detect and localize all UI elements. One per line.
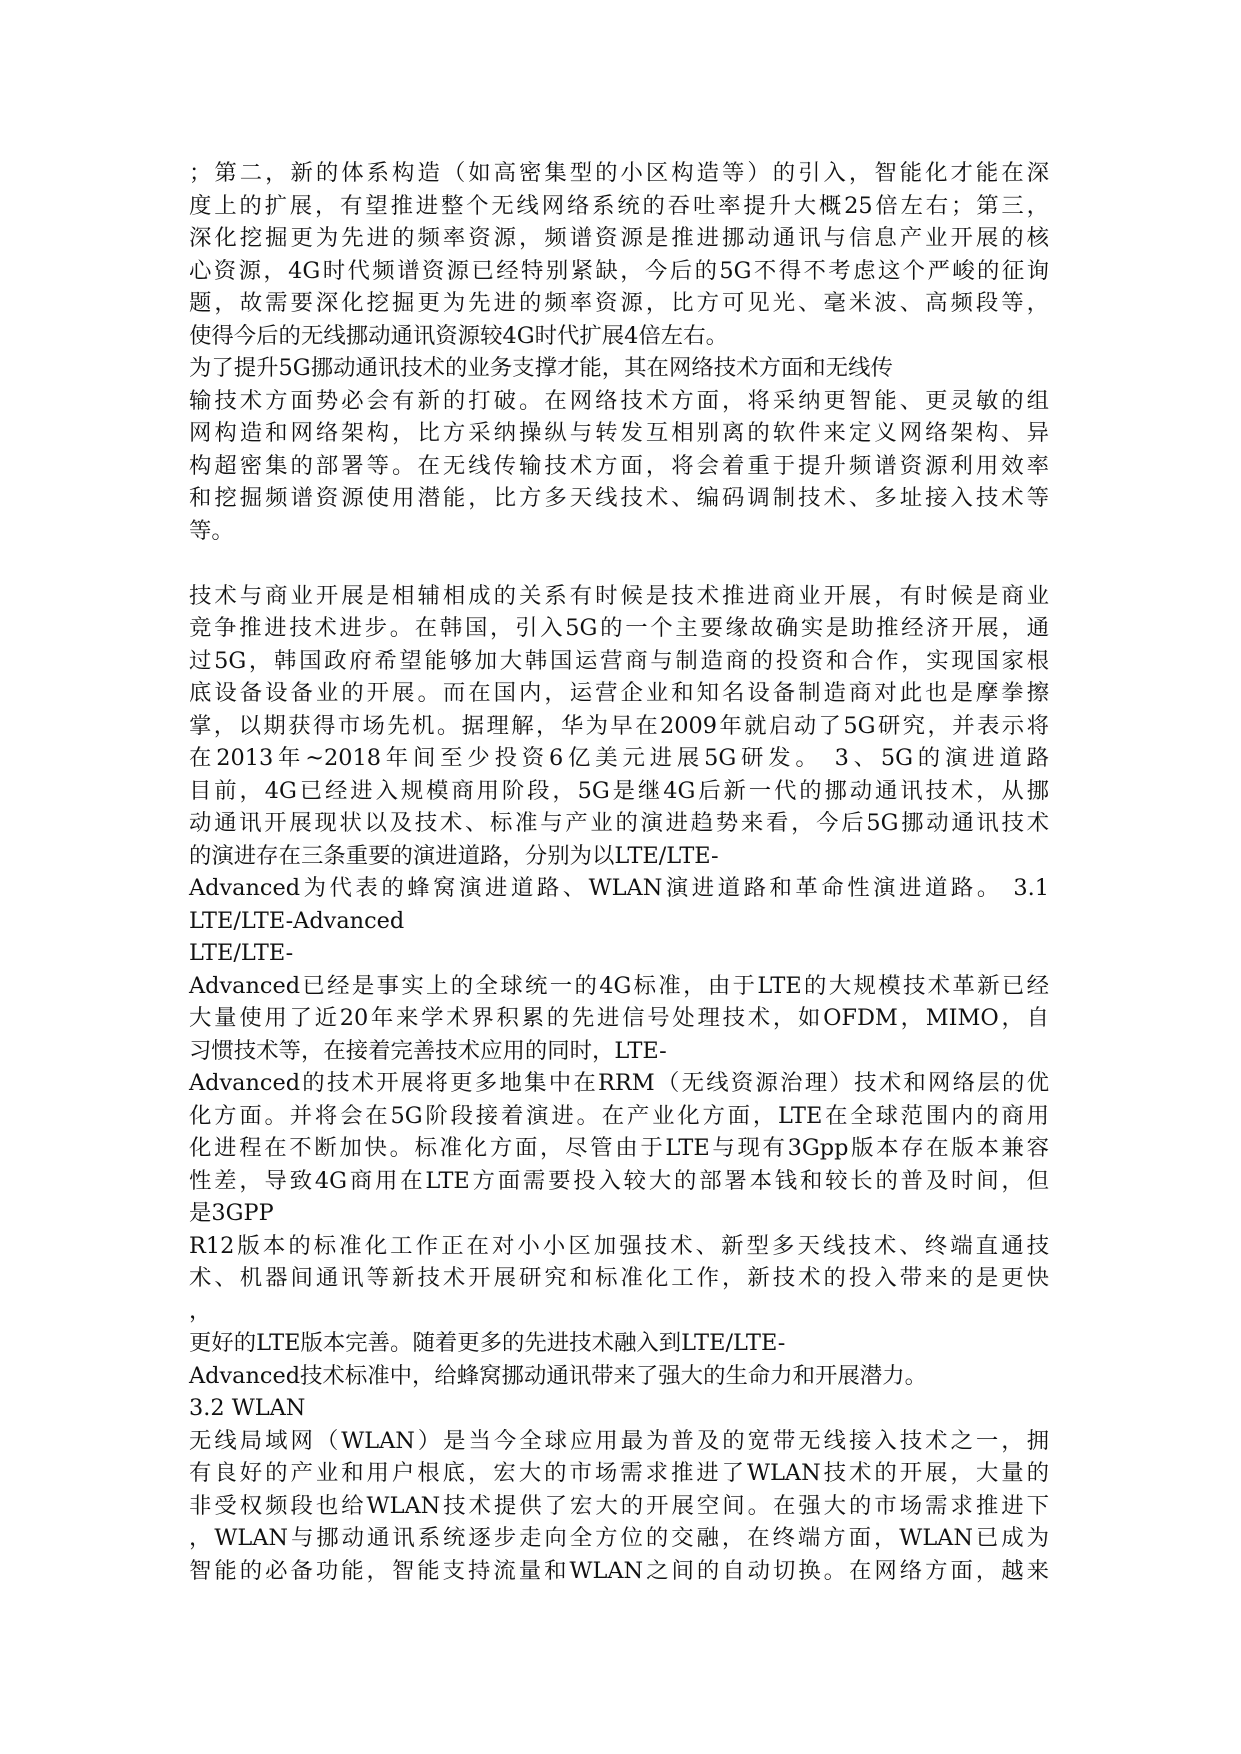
- text-line: 心资源，4G时代频谱资源已经特别紧缺，今后的5G不得不考虑这个严峻的征询: [189, 257, 1049, 284]
- text-line: 题，故需要深化挖掘更为先进的频率资源，比方可见光、毫米波、高频段等，: [189, 290, 1049, 316]
- text-line: 竞争推进技术进步。在韩国，引入5G的一个主要缘故确实是助推经济开展，通: [189, 615, 1049, 641]
- text-line: 更好的LTE版本完善。随着更多的先进技术融入到LTE/LTE-: [189, 1330, 786, 1356]
- text-line: 构超密集的部署等。在无线传输技术方面，将会着重于提升频谱资源利用效率: [189, 452, 1049, 479]
- text-line: 术、机器间通讯等新技术开展研究和标准化工作，新技术的投入带来的是更快: [189, 1265, 1049, 1291]
- text-line: ，: [189, 1297, 212, 1324]
- text-line: 目前，4G已经进入规模商用阶段，5G是继4G后新一代的挪动通讯技术，从挪: [189, 777, 1049, 804]
- text-line: Advanced已经是事实上的全球统一的4G标准，由于LTE的大规模技术革新已经: [189, 972, 1049, 999]
- text-line: 化进程在不断加快。标准化方面，尽管由于LTE与现有3Gpp版本存在版本兼容: [189, 1135, 1049, 1161]
- text-line: 的演进存在三条重要的演进道路，分别为以LTE/LTE-: [189, 842, 719, 869]
- text-line: R12版本的标准化工作正在对小小区加强技术、新型多天线技术、终端直通技: [189, 1232, 1049, 1259]
- text-line: 是3GPP: [189, 1200, 274, 1226]
- text-line: 深化挖掘更为先进的频率资源，频谱资源是推进挪动通讯与信息产业开展的核: [189, 225, 1049, 251]
- text-line: 和挖掘频谱资源使用潜能，比方多天线技术、编码调制技术、多址接入技术等: [189, 485, 1049, 511]
- text-line: ；第二，新的体系构造（如高密集型的小区构造等）的引入，智能化才能在深: [189, 160, 1049, 186]
- text-line: LTE/LTE-: [189, 940, 294, 966]
- paragraph-gap: [189, 547, 1049, 580]
- text-line: 化方面。并将会在5G阶段接着演进。在产业化方面，LTE在全球范围内的商用: [189, 1102, 1049, 1129]
- text-line: 等。: [189, 517, 234, 544]
- text-line: 性差，导致4G商用在LTE方面需要投入较大的部署本钱和较长的普及时间，但: [189, 1167, 1049, 1194]
- text-line: Advanced技术标准中，给蜂窝挪动通讯带来了强大的生命力和开展潜力。: [189, 1362, 927, 1389]
- text-line: 过5G，韩国政府希望能够加大韩国运营商与制造商的投资和合作，实现国家根: [189, 647, 1049, 674]
- text-line: Advanced为代表的蜂窝演进道路、WLAN演进道路和革命性演进道路。 3.1: [189, 875, 1049, 901]
- text-line: 非受权频段也给WLAN技术提供了宏大的开展空间。在强大的市场需求推进下: [189, 1492, 1049, 1519]
- text-line: 3.2 WLAN: [189, 1395, 306, 1421]
- text-line: 动通讯开展现状以及技术、标准与产业的演进趋势来看，今后5G挪动通讯技术: [189, 810, 1049, 836]
- text-line: 输技术方面势必会有新的打破。在网络技术方面，将采纳更智能、更灵敏的组: [189, 387, 1049, 414]
- text-line: 网构造和网络架构，比方采纳操纵与转发互相别离的软件来定义网络架构、异: [189, 420, 1049, 446]
- text-line: 底设备设备业的开展。而在国内，运营企业和知名设备制造商对此也是摩拳擦: [189, 680, 1049, 706]
- text-line: 为了提升5G挪动通讯技术的业务支撑才能，其在网络技术方面和无线传: [189, 355, 893, 381]
- body-text: [189, 157, 1049, 1587]
- text-line: 大量使用了近20年来学术界积累的先进信号处理技术，如OFDM，MIMO，自: [189, 1005, 1049, 1031]
- text-line: 有良好的产业和用户根底，宏大的市场需求推进了WLAN技术的开展，大量的: [189, 1460, 1049, 1486]
- text-line: 使得今后的无线挪动通讯资源较4G时代扩展4倍左右。: [189, 322, 728, 349]
- text-line: 习惯技术等，在接着完善技术应用的同时，LTE-: [189, 1037, 667, 1064]
- text-line: 掌，以期获得市场先机。据理解，华为早在2009年就启动了5G研究，并表示将: [189, 712, 1049, 739]
- text-line: ，WLAN与挪动通讯系统逐步走向全方位的交融，在终端方面，WLAN已成为: [189, 1525, 1049, 1551]
- text-line: 在2013年~2018年间至少投资6亿美元进展5G研发。 3、5G的演进道路: [189, 745, 1049, 771]
- text-line: 无线局域网（WLAN）是当今全球应用最为普及的宽带无线接入技术之一，拥: [189, 1427, 1049, 1454]
- text-line: LTE/LTE-Advanced: [189, 907, 405, 934]
- text-line: Advanced的技术开展将更多地集中在RRM（无线资源治理）技术和网络层的优: [189, 1070, 1049, 1096]
- text-line: 度上的扩展，有望推进整个无线网络系统的吞吐率提升大概25倍左右；第三，: [189, 192, 1049, 219]
- text-line: 技术与商业开展是相辅相成的关系有时候是技术推进商业开展，有时候是商业: [189, 582, 1049, 609]
- text-line: 智能的必备功能，智能支持流量和WLAN之间的自动切换。在网络方面，越来: [189, 1557, 1049, 1584]
